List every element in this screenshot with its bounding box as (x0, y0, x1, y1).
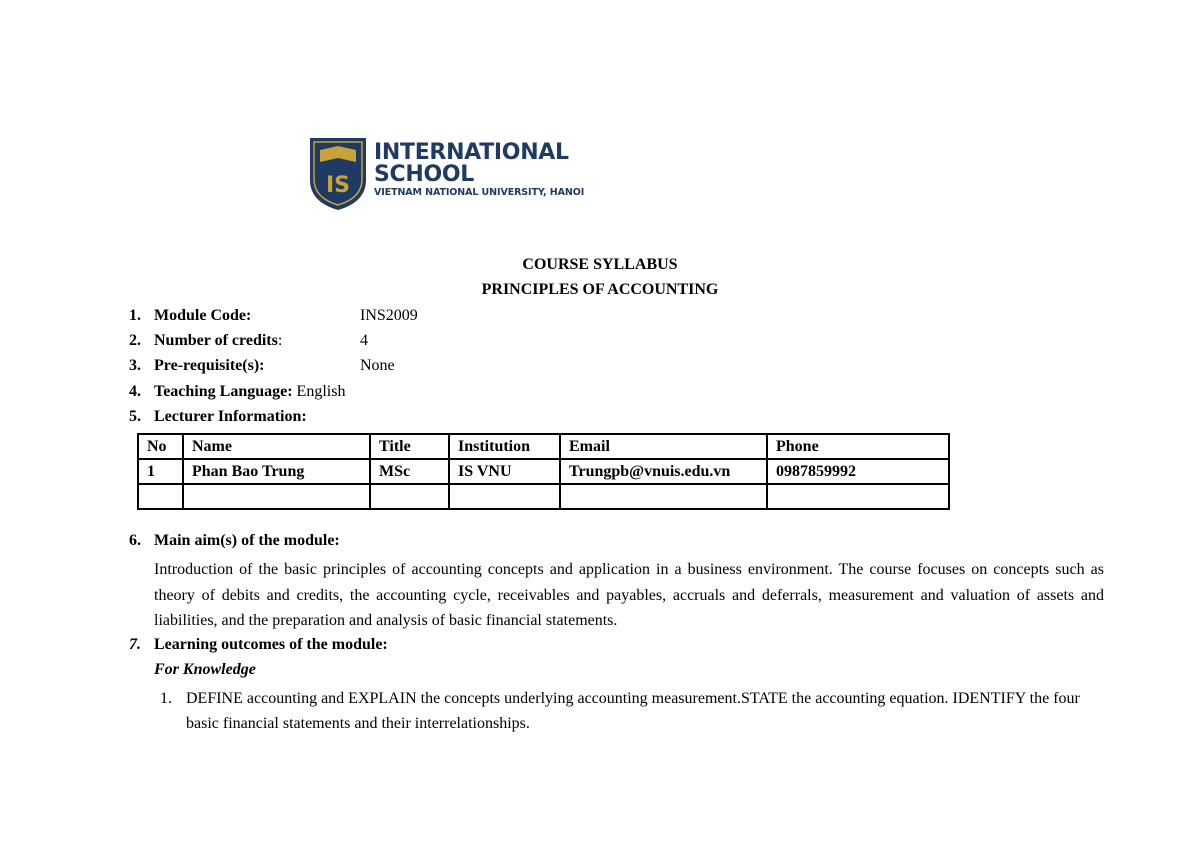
header-cell: Title (370, 434, 449, 459)
field-number: 3. (129, 357, 141, 374)
logo-line-3: VIETNAM NATIONAL UNIVERSITY, HANOI (374, 187, 585, 198)
field-number: 4. (129, 383, 141, 400)
table-cell (449, 484, 560, 509)
table-cell: Phan Bao Trung (183, 459, 370, 484)
header-cell: Name (183, 434, 370, 459)
field-label: Teaching Language: English (154, 383, 346, 400)
emblem-text: IS (325, 173, 351, 198)
field-number: 5. (129, 408, 141, 425)
table-cell: IS VNU (449, 459, 560, 484)
table-cell: MSc (370, 459, 449, 484)
table-cell (183, 484, 370, 509)
field-label: Pre-requisite(s): (154, 357, 265, 374)
school-logo (308, 136, 598, 212)
header-cell: Institution (449, 434, 560, 459)
logo-wordmark (374, 142, 584, 200)
table-cell (370, 484, 449, 509)
section-number: 6. (129, 532, 141, 549)
table-cell (560, 484, 767, 509)
table-cell: 0987859992 (767, 459, 949, 484)
table-row (138, 484, 949, 509)
field-value: INS2009 (360, 307, 418, 324)
field-label: Lecturer Information: (154, 408, 307, 425)
main-aims-text: Introduction of the basic principles of accounting concepts and application in a business environment. The course focuses on concepts such as theory of debits and credits, the accounting cycle, receivables and payables, accruals and deferrals, measurement and valuation of assets and liabilities, and the preparation and analysis of basic financial statements. (154, 561, 1104, 629)
field-label: Module Code: (154, 307, 252, 324)
header-cell: Phone (767, 434, 949, 459)
field-value: None (360, 357, 395, 374)
shield-emblem-icon (308, 136, 368, 212)
header-cell: No (138, 434, 183, 459)
table-header-row (138, 434, 949, 459)
field-value: 4 (360, 332, 368, 349)
course-title: PRINCIPLES OF ACCOUNTING (481, 281, 719, 298)
document-title: COURSE SYLLABUS (522, 256, 678, 273)
field-value: English (296, 383, 346, 400)
section-label: Main aim(s) of the module: (154, 532, 340, 549)
section-number: 7. (129, 636, 141, 653)
field-label: Number of credits: (154, 332, 283, 349)
table-cell (767, 484, 949, 509)
header-cell: Email (560, 434, 767, 459)
table-row (138, 459, 949, 484)
logo-line-2: SCHOOL (374, 162, 475, 187)
outcome-number: 1. (160, 690, 172, 707)
table-cell (138, 484, 183, 509)
lecturer-table (137, 433, 950, 510)
outcome-text: DEFINE accounting and EXPLAIN the concepts underlying accounting measurement.STATE the accounting equation. IDENTIFY the four basic financial statements and their interrelationships. (186, 690, 1080, 732)
table-cell: 1 (138, 459, 183, 484)
field-number: 1. (129, 307, 141, 324)
field-number: 2. (129, 332, 141, 349)
section-label: Learning outcomes of the module: (154, 636, 388, 653)
logo-line-1: INTERNATIONAL (374, 140, 569, 165)
knowledge-subheading: For Knowledge (154, 661, 256, 678)
table-cell: Trungpb@vnuis.edu.vn (560, 459, 767, 484)
